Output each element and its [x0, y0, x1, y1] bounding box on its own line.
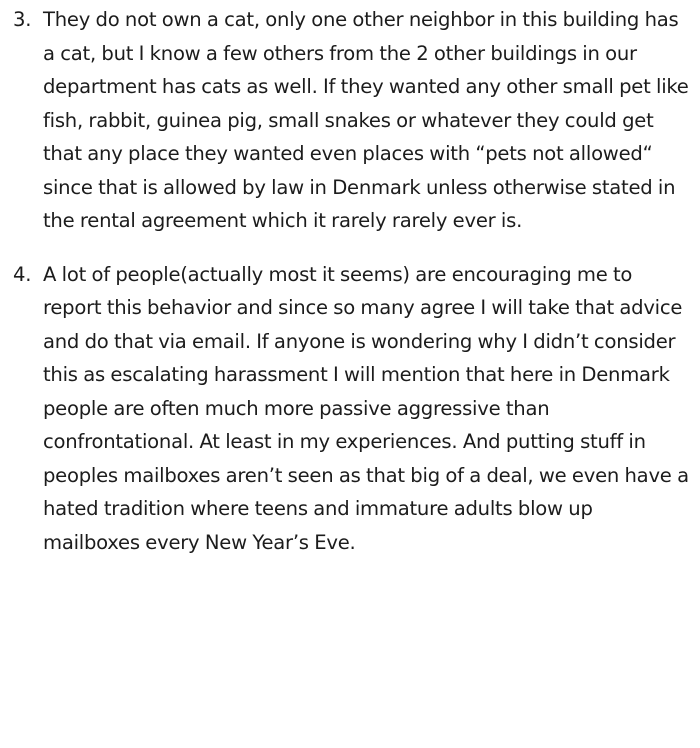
- list-item-number: 4.: [13, 262, 32, 286]
- list-item-text: They do not own a cat, only one other neighbor in this building has a cat, but I know a few others from the 2 other buildings in our department has cats as well. If they wanted any other small pet like fish, rabbit, guinea pig, small snakes or whatever they could get that any place they wanted even places with “pets not allowed“ since that is allowed by law in Denmark unless otherwise stated in the rental agreement which it rarely rarely ever is.: [43, 8, 689, 232]
- list-item-number: 3.: [13, 8, 32, 31]
- list-item: [0, 258, 700, 560]
- list-item-text: A lot of people(actually most it seems) are encouraging me to report this behavior and since so many agree I will take that advice and do that via email. If anyone is wondering why I didn’t consider this as escalating harassment I will mention that here in Denmark people are often much more passive aggressive than confrontational. At least in my experiences. And putting stuff in peoples mailboxes aren’t seen as that big of a deal, we even have a hated tradition where teens and immature adults blow up mailboxes every New Year’s Eve.: [43, 262, 689, 554]
- list-item: [0, 3, 700, 238]
